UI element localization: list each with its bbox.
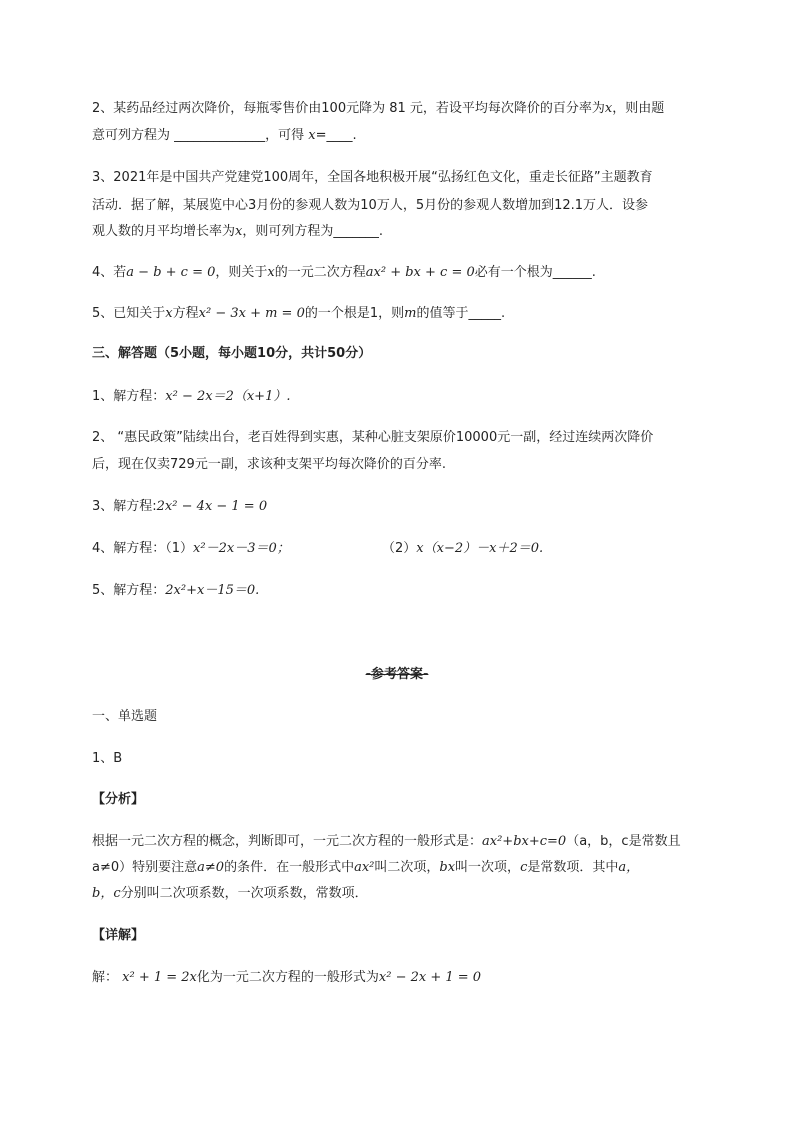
math-var: a， [618, 860, 640, 875]
math-expr: x²－2x－3＝0； [193, 541, 290, 556]
q2-blank: =____. [315, 128, 357, 143]
math-expr: x² + 1 = 2x [122, 970, 197, 985]
s5-line [92, 582, 259, 600]
math-expr: a≠0 [197, 860, 225, 875]
math-var: c [520, 860, 528, 875]
s1-line [92, 388, 290, 406]
q4-text: ，则关于 [215, 265, 268, 280]
answer-1: 1、B [92, 751, 123, 766]
math-expr: a − b + c = 0 [126, 265, 216, 280]
math-expr: x（x−2）－x＋2＝0. [416, 541, 544, 556]
math-expr: ax²+bx+c=0 [482, 834, 567, 849]
s1-text: 1、解方程： [92, 389, 166, 404]
detail-text: 化为一元二次方程的一般形式为 [196, 970, 379, 985]
q4-text: 4、若 [92, 265, 127, 280]
analysis-text: 是常数项．其中 [527, 860, 619, 875]
q5-blank: 的值等于_____. [416, 306, 506, 321]
math-expr: x² − 3x + m = 0 [198, 306, 305, 321]
analysis-text: 分别叫二次项系数，一次项系数，常数项． [120, 886, 368, 901]
q4-blank: 必有一个根为______. [474, 265, 596, 280]
analysis-line-3 [92, 885, 368, 903]
math-var: x [267, 265, 275, 280]
q2-line-1 [92, 100, 664, 118]
q3-line-2: 活动．据了解，某展览中心3月份的参观人数为10万人，5月份的参观人数增加到12.1万人．设参 [92, 198, 649, 213]
analysis-text: （a，b，c是常数且 [566, 834, 681, 849]
detail-label: 【详解】 [92, 928, 145, 943]
math-expr: bx [439, 860, 456, 875]
analysis-text: 根据一元二次方程的概念，判断即可，一元二次方程的一般形式是： [92, 834, 483, 849]
detail-line-1 [92, 969, 481, 987]
math-expr: ax² + bx + c = 0 [365, 265, 475, 280]
s4-part-2 [382, 540, 543, 558]
q5-text: 的一个根是1，则 [304, 306, 405, 321]
q2-text: 意可列方程为 ______________，可得 [92, 128, 305, 143]
math-var: b，c [92, 886, 121, 901]
s2-line-2: 后，现在仅卖729元一副，求该种支架平均每次降价的百分率. [92, 457, 446, 472]
analysis-line-2 [92, 859, 639, 877]
answers-title [0, 666, 794, 684]
q3-line-3 [92, 223, 383, 241]
s4-text: 4、解方程：（1） [92, 541, 194, 556]
detail-text: 解： [92, 970, 119, 985]
q2-text-end: ，则由题 [612, 101, 665, 116]
math-var: x [308, 128, 316, 143]
math-expr: x² − 2x + 1 = 0 [378, 970, 482, 985]
q5-line [92, 305, 505, 323]
analysis-text: 叫一次项， [455, 860, 521, 875]
s3-text: 3、解方程: [92, 499, 157, 514]
s4-text: （2） [382, 541, 417, 556]
q3-blank: ，则可列方程为_______. [242, 224, 383, 239]
math-expr: 2x²+x－15＝0. [165, 583, 260, 598]
s4-line [92, 540, 544, 558]
answers-title-text: -参考答案- [365, 667, 429, 682]
q3-line-1: 3、2021年是中国共产党建党100周年，全国各地积极开展“弘扬红色文化，重走长征路”主题教育 [92, 170, 653, 185]
q4-text: 的一元二次方程 [274, 265, 366, 280]
section-3-heading: 三、解答题（5小题，每小题10分，共计50分） [92, 346, 372, 361]
q4-line [92, 264, 596, 282]
analysis-line-1 [92, 833, 681, 851]
s3-line [92, 498, 267, 516]
s5-text: 5、解方程： [92, 583, 166, 598]
math-expr: 2x² − 4x − 1 = 0 [156, 499, 268, 514]
analysis-text: 叫二次项， [374, 860, 440, 875]
math-var: x [604, 101, 613, 116]
q3-text: 观人数的月平均增长率为 [92, 224, 236, 239]
analysis-text: a≠0）特别要注意 [92, 860, 198, 875]
analysis-label: 【分析】 [92, 792, 145, 807]
analysis-text: 的条件．在一般形式中 [224, 860, 355, 875]
q2-text: 2、某药品经过两次降价，每瓶零售价由100元降为 81 元，若设平均每次降价的百分率为 [92, 101, 605, 116]
s2-line-1: 2、 “惠民政策”陆续出台，老百姓得到实惠，某种心脏支架原价10000元一副，经过连续两次降价 [92, 430, 654, 445]
math-var: m [404, 306, 417, 321]
math-var: x [165, 306, 173, 321]
q5-text: 方程 [172, 306, 199, 321]
math-expr: ax² [354, 860, 375, 875]
answers-section-1: 一、单选题 [92, 709, 158, 724]
math-var: x [235, 224, 243, 239]
q2-line-2 [92, 127, 357, 145]
math-expr: x² − 2x＝2（x+1）. [165, 389, 291, 404]
q5-text: 5、已知关于 [92, 306, 166, 321]
